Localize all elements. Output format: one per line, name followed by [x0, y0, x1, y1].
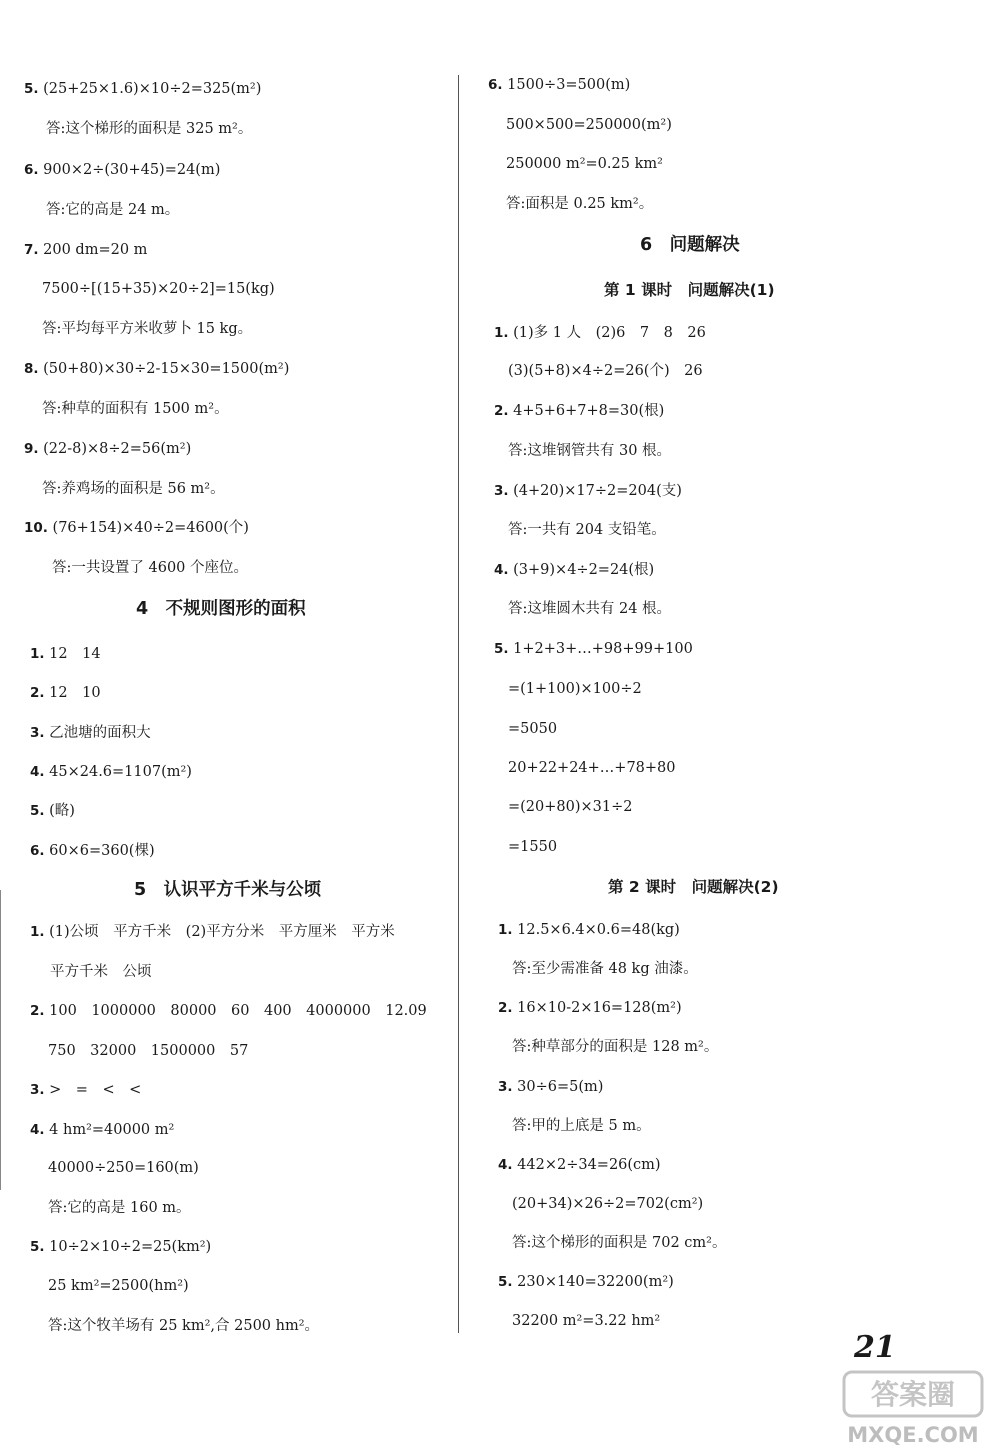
answer-line: 2. 12 10	[30, 685, 101, 701]
answer-line: 3. 30÷6=5(m)	[498, 1079, 604, 1095]
answer-line: 3. > = < <	[30, 1082, 142, 1098]
watermark-graphic	[838, 1368, 988, 1452]
answer-line: 答:种草部分的面积是 128 m²。	[512, 1039, 719, 1055]
lesson-title: 第 2 课时 问题解决(2)	[608, 878, 779, 896]
answer-line: 2. 4+5+6+7+8=30(根)	[494, 403, 665, 419]
answer-line: 1. 12.5×6.4×0.6=48(kg)	[498, 922, 680, 938]
answer-line: 5. 230×140=32200(m²)	[498, 1274, 674, 1290]
answer-line: 7500÷[(15+35)×20÷2]=15(kg)	[42, 281, 275, 297]
answer-line: 8. (50+80)×30÷2-15×30=1500(m²)	[24, 361, 290, 377]
answer-line: 500×500=250000(m²)	[506, 117, 672, 133]
answer-line: 答:一共有 204 支铅笔。	[508, 522, 666, 538]
answer-line: 答:这堆钢管共有 30 根。	[508, 443, 672, 459]
answer-line: 答:甲的上底是 5 m。	[512, 1118, 651, 1134]
page-number: 21	[854, 1330, 896, 1365]
watermark-logo	[838, 1368, 988, 1452]
answer-line: 2. 100 1000000 80000 60 400 4000000 12.09	[30, 1003, 427, 1019]
answer-line: (20+34)×26÷2=702(cm²)	[512, 1196, 704, 1212]
answer-line: 10. (76+154)×40÷2=4600(个)	[24, 520, 249, 536]
section-title: 4 不规则图形的面积	[136, 599, 306, 619]
answer-line: 32200 m²=3.22 hm²	[512, 1313, 661, 1329]
answer-line: 3. (4+20)×17÷2=204(支)	[494, 483, 682, 499]
answer-line: (3)(5+8)×4÷2=26(个) 26	[508, 363, 703, 379]
lesson-title: 第 1 课时 问题解决(1)	[604, 281, 775, 299]
answer-line: 答:面积是 0.25 km²。	[506, 196, 654, 212]
answer-line: 平方千米 公顷	[50, 964, 152, 980]
section-title: 5 认识平方千米与公顷	[134, 880, 322, 900]
scan-edge-mark	[0, 890, 1, 1190]
answer-line: 2. 16×10-2×16=128(m²)	[498, 1000, 682, 1016]
answer-line: =(20+80)×31÷2	[508, 799, 633, 815]
answer-line: 4. 442×2÷34=26(cm)	[498, 1157, 661, 1173]
answer-line: 答:至少需准备 48 kg 油漆。	[512, 961, 698, 977]
answer-line: =5050	[508, 721, 558, 737]
answer-line: 答:这个梯形的面积是 325 m²。	[46, 121, 253, 137]
answer-line: 5. 10÷2×10÷2=25(km²)	[30, 1239, 212, 1255]
watermark-logo-text: 答案圈	[870, 1378, 956, 1411]
answer-line: 1. 12 14	[30, 646, 101, 662]
watermark-url: MXQE.COM	[847, 1423, 979, 1447]
answer-line: 答:这个梯形的面积是 702 cm²。	[512, 1235, 727, 1251]
answer-line: 3. 乙池塘的面积大	[30, 725, 151, 741]
column-divider	[458, 75, 459, 1333]
answer-line: 6. 1500÷3=500(m)	[488, 77, 631, 93]
answer-line: 5. (略)	[30, 803, 75, 819]
answer-line: 4. 45×24.6=1107(m²)	[30, 764, 192, 780]
answer-line: 答:这堆圆木共有 24 根。	[508, 601, 672, 617]
answer-line: 9. (22-8)×8÷2=56(m²)	[24, 441, 192, 457]
answer-line: 答:一共设置了 4600 个座位。	[52, 560, 249, 576]
answer-line: 25 km²=2500(hm²)	[48, 1278, 189, 1294]
answer-line: 6. 900×2÷(30+45)=24(m)	[24, 162, 221, 178]
answer-line: 750 32000 1500000 57	[48, 1043, 249, 1059]
answer-line: 6. 60×6=360(棵)	[30, 843, 155, 859]
answer-line: 5. 1+2+3+…+98+99+100	[494, 641, 693, 657]
answer-line: 答:种草的面积有 1500 m²。	[42, 401, 229, 417]
answer-line: 1. (1)公顷 平方千米 (2)平方分米 平方厘米 平方米	[30, 924, 395, 940]
answer-line: 5. (25+25×1.6)×10÷2=325(m²)	[24, 81, 262, 97]
answer-line: 答:这个牧羊场有 25 km²,合 2500 hm²。	[48, 1318, 320, 1334]
answer-line: 7. 200 dm=20 m	[24, 242, 148, 258]
answer-line: 4. (3+9)×4÷2=24(根)	[494, 562, 655, 578]
answer-line: 40000÷250=160(m)	[48, 1160, 199, 1176]
answer-line: =(1+100)×100÷2	[508, 681, 642, 697]
answer-line: 答:它的高是 160 m。	[48, 1200, 191, 1216]
answer-line: 答:养鸡场的面积是 56 m²。	[42, 481, 225, 497]
answer-line: 答:平均每平方米收萝卜 15 kg。	[42, 321, 253, 337]
answer-line: 答:它的高是 24 m。	[46, 202, 180, 218]
answer-line: 4. 4 hm²=40000 m²	[30, 1122, 175, 1138]
answer-line: =1550	[508, 839, 558, 855]
section-title: 6 问题解决	[640, 235, 740, 255]
answer-line: 1. (1)多 1 人 (2)6 7 8 26	[494, 325, 706, 341]
answer-line: 20+22+24+…+78+80	[508, 760, 676, 776]
answer-line: 250000 m²=0.25 km²	[506, 156, 663, 172]
